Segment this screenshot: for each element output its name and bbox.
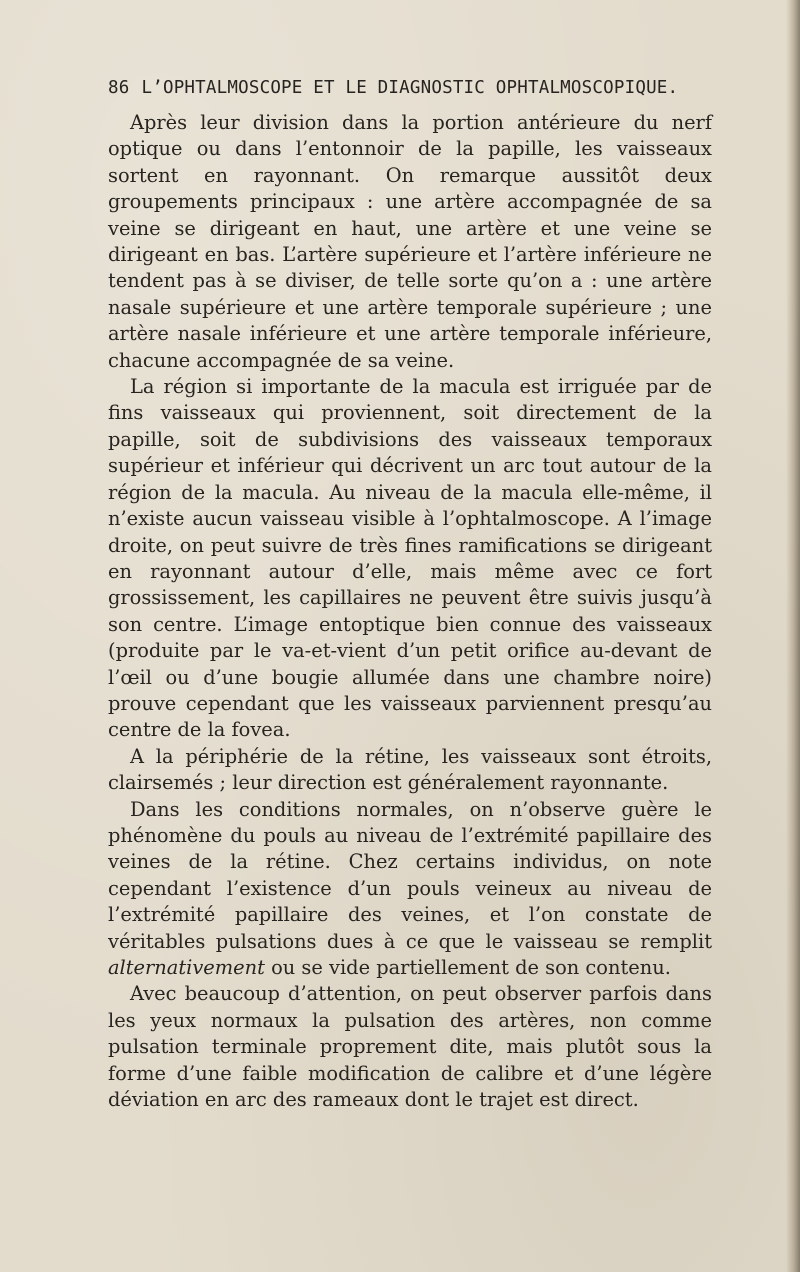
paragraph-venous-pulse [108, 797, 712, 982]
page-number: 86 [108, 78, 130, 98]
page-edge-shadow [786, 0, 800, 1272]
paragraph-periphery: A la périphérie de la rétine, les vaisseaux sont étroits, clairsemés ; leur direction est généralement rayonnante. [108, 744, 712, 795]
paragraph-vessel-groups: Après leur division dans la portion antérieure du nerf optique ou dans l’entonnoir de la papille, les vaisseaux sortent en rayonnant. On remarque aussitôt deux groupements principaux : une artère accompagnée de sa veine se dirigeant en haut, une artère et une veine se dirigeant en bas. L’artère supérieure et l’artère inférieure ne tendent pas à se diviser, de telle sorte qu’on a : une artère nasale supérieure et une artère temporale supérieure ; une artère nasale inférieure et une artère temporale inférieure, chacune accompagnée de sa veine. [108, 111, 712, 372]
body-text [108, 110, 712, 1113]
paragraph-macula: La région si importante de la macula est irriguée par de fins vaisseaux qui proviennent, soit directement de la papille, soit de subdivisions des vaisseaux temporaux supérieur et inférieur qui décrivent un arc tout autour de la région de la macula. Au niveau de la macula elle-même, il n’existe aucun vaisseau visible à l’ophtalmoscope. A l’image droite, on peut suivre de très fines ramifications se dirigeant en rayonnant autour d’elle, mais même avec ce fort grossissement, les capillaires ne peuvent être suivis jusqu’à son centre. L’image entoptique bien connue des vaisseaux (produite par le va-et-vient d’un petit orifice au-devant de l’œil ou d’une bougie allumée dans une chambre noire) prouve cependant que les vaisseaux parviennent presqu’au centre de la fovea. [108, 375, 712, 742]
venous-pulse-italic-word: alternativement [108, 956, 265, 979]
running-header [108, 78, 720, 106]
paragraph-arterial-pulse: Avec beaucoup d’attention, on peut observer parfois dans les yeux normaux la pulsation des artères, non comme pulsation terminale proprement dite, mais plutôt sous la forme d’une faible modification de calibre et d’une légère déviation en arc des rameaux dont le trajet est direct. [108, 982, 712, 1112]
venous-pulse-text-end: ou se vide partiellement de son contenu. [264, 956, 671, 979]
venous-pulse-text-start: Dans les conditions normales, on n’observe guère le phénomène du pouls au niveau de l’extrémité papillaire des veines de la rétine. Chez certains individus, on note cependant l’existence d’un pouls veineux au niveau de l’extrémité papillaire des veines, et l’on constate de véritables pulsations dues à ce que le vaisseau se remplit [108, 797, 712, 953]
running-title: L’OPHTALMOSCOPE ET LE DIAGNOSTIC OPHTALMOSCOPIQUE. [141, 78, 679, 98]
